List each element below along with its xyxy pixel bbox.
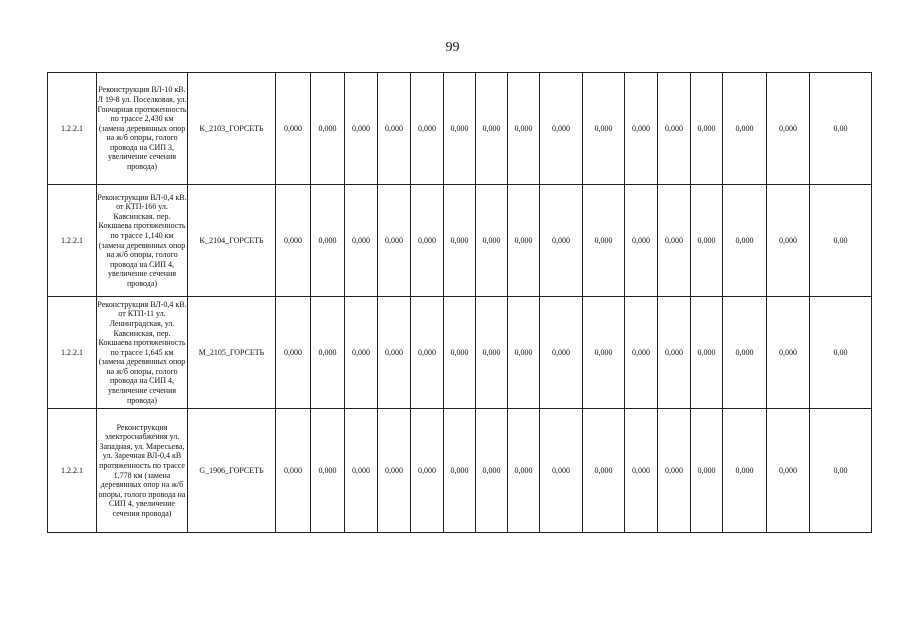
row-value-cell: 0,000 — [311, 185, 345, 297]
row-value-cell: 0,000 — [723, 185, 767, 297]
row-value-cell: 0,000 — [411, 297, 444, 409]
row-value-cell: 0,000 — [658, 185, 691, 297]
row-description-text: Реконструкция электроснабжения ул. Западная, ул. Маресьева, ул. Заречная ВЛ-0,4 кВ протяженность по трассе 1,778 км (замена деревянных опор на ж/б опоры, голого провода на СИП 4, увеличение сечения провода) — [98, 422, 186, 518]
row-value-cell: 0,000 — [767, 297, 810, 409]
row-value-cell: 0,000 — [540, 185, 583, 297]
row-value-cell: 0,000 — [444, 409, 476, 533]
row-value-cell: 0,000 — [311, 297, 345, 409]
row-value-cell: 0,000 — [691, 297, 723, 409]
row-value-cell: 0,000 — [691, 409, 723, 533]
row-value-cell: 0,000 — [540, 73, 583, 185]
row-description — [97, 409, 188, 533]
row-value-cell: 0,000 — [625, 73, 658, 185]
row-value-cell: 0,000 — [276, 297, 311, 409]
row-value-cell: 0,00 — [810, 297, 872, 409]
row-value-cell: 0,000 — [444, 185, 476, 297]
row-value-cell: 0,000 — [444, 297, 476, 409]
row-project-id: M_2105_ГОРСЕТЬ — [188, 297, 276, 409]
row-project-id: G_1906_ГОРСЕТЬ — [188, 409, 276, 533]
row-description-text: Реконструкция ВЛ-0,4 кВ. от КТП-166 ул. Кавсинская. пер. Кокшаева протяженность по трассе 1,140 км (замена деревянных опор на ж/б опоры, голого провода на СИП 4, увеличение сечения провода) — [97, 192, 187, 288]
row-code: 1.2.2.1 — [48, 409, 97, 533]
row-value-cell: 0,000 — [476, 297, 508, 409]
row-value-cell: 0,000 — [345, 409, 378, 533]
row-value-cell: 0,000 — [583, 409, 625, 533]
row-code: 1.2.2.1 — [48, 73, 97, 185]
row-value-cell: 0,000 — [691, 185, 723, 297]
row-value-cell: 0,000 — [311, 73, 345, 185]
row-value-cell: 0,000 — [540, 409, 583, 533]
row-value-cell: 0,000 — [411, 409, 444, 533]
row-value-cell: 0,000 — [691, 73, 723, 185]
row-value-cell: 0,000 — [583, 185, 625, 297]
row-code: 1.2.2.1 — [48, 185, 97, 297]
row-description-text: Реконструкция ВЛ-0,4 кВ. от КТП-11 ул. Ленинградская, ул. Кавсинская, пер. Кокшаева протяженность по трассе 1,645 км (замена деревянных опор на ж/б опоры, голого провода на СИП 4, увеличение сечения провода) — [97, 299, 187, 405]
row-value-cell: 0,000 — [476, 73, 508, 185]
row-value-cell: 0,000 — [345, 185, 378, 297]
row-value-cell: 0,000 — [411, 185, 444, 297]
row-value-cell: 0,000 — [625, 409, 658, 533]
row-value-cell: 0,000 — [378, 185, 411, 297]
row-value-cell: 0,000 — [658, 297, 691, 409]
row-value-cell: 0,000 — [723, 73, 767, 185]
row-value-cell: 0,00 — [810, 409, 872, 533]
row-value-cell: 0,000 — [345, 297, 378, 409]
row-project-id: K_2104_ГОРСЕТЬ — [188, 185, 276, 297]
row-value-cell: 0,00 — [810, 185, 872, 297]
row-value-cell: 0,000 — [476, 409, 508, 533]
row-value-cell: 0,000 — [378, 409, 411, 533]
row-value-cell: 0,000 — [276, 409, 311, 533]
row-value-cell: 0,000 — [508, 297, 540, 409]
page-number: 99 — [445, 40, 460, 55]
table-row — [48, 409, 872, 533]
row-value-cell: 0,000 — [378, 73, 411, 185]
row-value-cell: 0,000 — [625, 297, 658, 409]
row-value-cell: 0,000 — [723, 409, 767, 533]
row-value-cell: 0,000 — [276, 73, 311, 185]
table-row — [48, 185, 872, 297]
row-description — [97, 185, 188, 297]
row-value-cell: 0,000 — [476, 185, 508, 297]
row-value-cell: 0,000 — [767, 409, 810, 533]
row-value-cell: 0,000 — [540, 297, 583, 409]
row-value-cell: 0,000 — [311, 409, 345, 533]
table-row — [48, 73, 872, 185]
row-code: 1.2.2.1 — [48, 297, 97, 409]
row-value-cell: 0,000 — [625, 185, 658, 297]
row-value-cell: 0,000 — [767, 185, 810, 297]
row-value-cell: 0,000 — [723, 297, 767, 409]
row-value-cell: 0,000 — [378, 297, 411, 409]
row-value-cell: 0,000 — [508, 73, 540, 185]
row-value-cell: 0,000 — [508, 409, 540, 533]
row-value-cell: 0,000 — [658, 73, 691, 185]
table-row — [48, 297, 872, 409]
row-value-cell: 0,00 — [810, 73, 872, 185]
row-description — [97, 73, 188, 185]
row-value-cell: 0,000 — [508, 185, 540, 297]
row-description — [97, 297, 188, 409]
row-value-cell: 0,000 — [583, 297, 625, 409]
row-value-cell: 0,000 — [276, 185, 311, 297]
row-value-cell: 0,000 — [658, 409, 691, 533]
row-value-cell: 0,000 — [444, 73, 476, 185]
row-value-cell: 0,000 — [767, 73, 810, 185]
row-project-id: K_2103_ГОРСЕТЬ — [188, 73, 276, 185]
row-value-cell: 0,000 — [345, 73, 378, 185]
row-value-cell: 0,000 — [411, 73, 444, 185]
row-description-text: Реконструкция ВЛ-10 кВ. Л 19-8 ул. Поселковая, ул. Гончарная протяженность по трассе 2,430 км (замена деревянных опор на ж/б опоры, голого провода на СИП 3, увеличение сечения провода) — [97, 85, 187, 172]
data-table — [47, 72, 872, 533]
row-value-cell: 0,000 — [583, 73, 625, 185]
